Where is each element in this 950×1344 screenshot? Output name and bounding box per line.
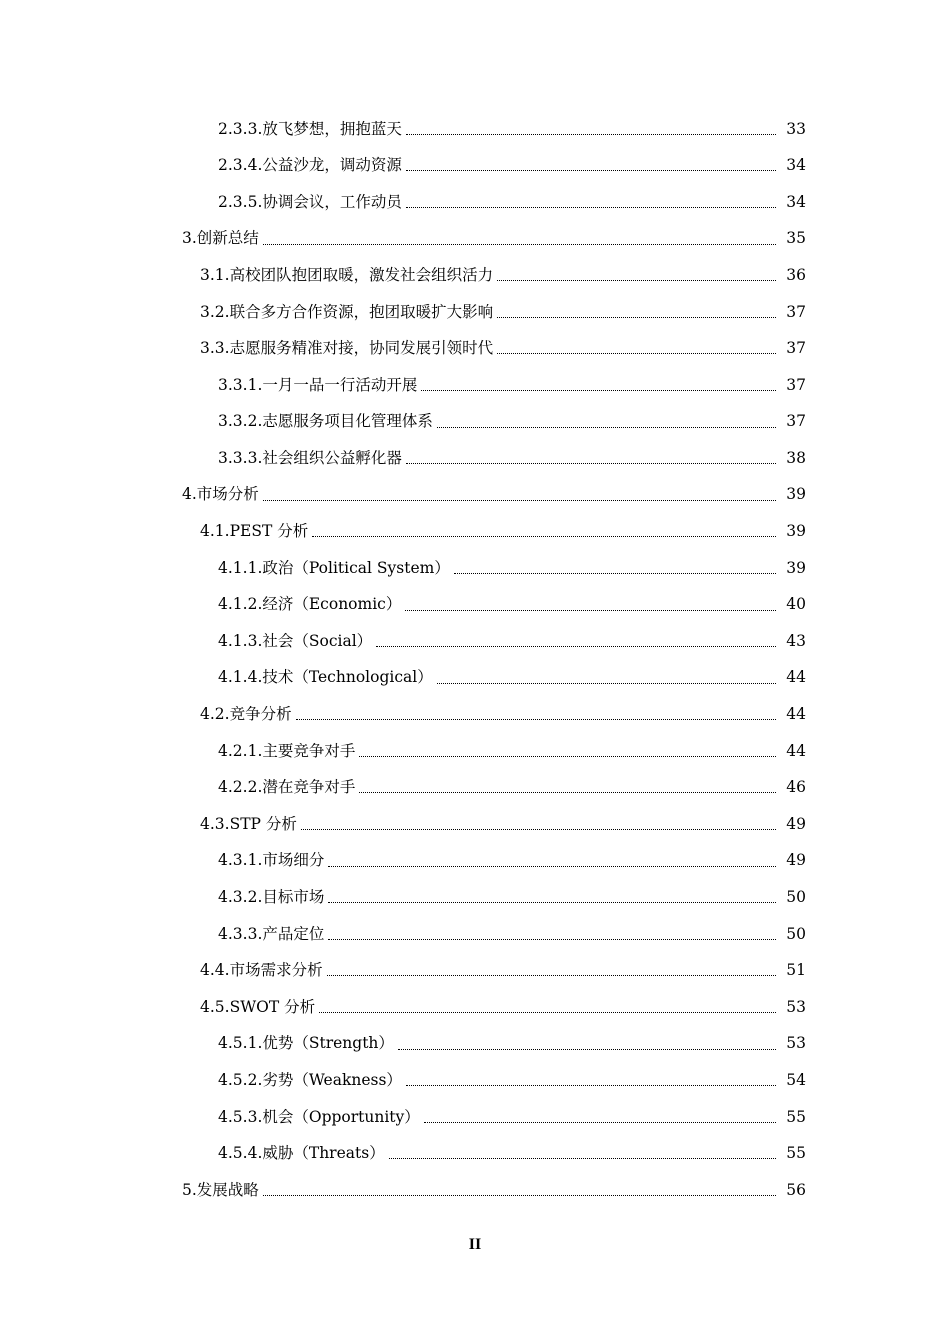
toc-entry-page: 54: [786, 1070, 806, 1089]
toc-entry[interactable]: [0, 111, 950, 148]
toc-entry[interactable]: [0, 806, 950, 843]
toc-dot-leader: [406, 156, 776, 171]
toc-entry-page: 53: [786, 997, 806, 1016]
toc-dot-leader: [497, 339, 776, 354]
toc-entry-page: 39: [786, 558, 806, 577]
toc-entry-page: 44: [786, 668, 806, 687]
toc-entry-page: 37: [786, 375, 806, 394]
toc-dot-leader: [398, 1035, 776, 1050]
toc-dot-leader: [359, 742, 776, 757]
toc-entry-title: 3.3.3.社会组织公益孵化器: [218, 451, 406, 467]
toc-entry-page: 49: [786, 851, 806, 870]
toc-entry-title: 4.1.2.经济（Economic）: [218, 597, 405, 613]
toc-dot-leader: [376, 632, 776, 647]
toc-entry[interactable]: [0, 879, 950, 916]
toc-entry[interactable]: [0, 550, 950, 587]
toc-dot-leader: [406, 1071, 776, 1086]
toc-entry-page: 37: [786, 339, 806, 358]
toc-entry-title: 3.3.志愿服务精准对接，协同发展引领时代: [200, 341, 497, 357]
toc-entry[interactable]: [0, 514, 950, 551]
toc-entry-title: 2.3.5.协调会议，工作动员: [218, 195, 406, 211]
toc-entry[interactable]: [0, 257, 950, 294]
toc-dot-leader: [328, 925, 776, 940]
toc-entry-title: 4.4.市场需求分析: [200, 963, 327, 979]
toc-dot-leader: [263, 486, 776, 501]
toc-dot-leader: [296, 705, 776, 720]
toc-entry-page: 53: [786, 1034, 806, 1053]
toc-dot-leader: [312, 522, 776, 537]
toc-dot-leader: [454, 559, 776, 574]
table-of-contents: [0, 111, 950, 1209]
toc-entry-page: 56: [786, 1180, 806, 1199]
toc-entry-title: 4.3.1.市场细分: [218, 853, 328, 869]
toc-entry-page: 39: [786, 485, 806, 504]
toc-entry-title: 4.5.1.优势（Strength）: [218, 1036, 398, 1052]
toc-dot-leader: [497, 303, 776, 318]
page-number: II: [468, 1236, 482, 1253]
toc-entry-title: 4.2.2.潜在竞争对手: [218, 780, 359, 796]
toc-entry-title: 4.5.2.劣势（Weakness）: [218, 1073, 406, 1089]
toc-entry-title: 4.3.STP 分析: [200, 817, 301, 833]
toc-entry[interactable]: [0, 294, 950, 331]
toc-entry-page: 50: [786, 888, 806, 907]
toc-entry[interactable]: [0, 1026, 950, 1063]
toc-entry-page: 50: [786, 924, 806, 943]
toc-entry-title: 4.3.3.产品定位: [218, 927, 328, 943]
toc-dot-leader: [263, 230, 776, 245]
toc-entry-title: 4.3.2.目标市场: [218, 890, 328, 906]
toc-entry[interactable]: [0, 989, 950, 1026]
toc-entry-page: 34: [786, 192, 806, 211]
toc-entry-page: 44: [786, 705, 806, 724]
toc-dot-leader: [328, 888, 776, 903]
toc-dot-leader: [437, 413, 776, 428]
toc-entry[interactable]: [0, 953, 950, 990]
toc-entry-title: 5.发展战略: [182, 1183, 263, 1199]
toc-entry-title: 3.创新总结: [182, 231, 263, 247]
toc-entry-title: 4.1.PEST 分析: [200, 524, 312, 540]
toc-entry-title: 3.1.高校团队抱团取暖，激发社会组织活力: [200, 268, 497, 284]
toc-entry-page: 46: [786, 778, 806, 797]
toc-entry[interactable]: [0, 221, 950, 258]
toc-entry[interactable]: [0, 367, 950, 404]
toc-dot-leader: [327, 961, 776, 976]
toc-entry-page: 34: [786, 156, 806, 175]
toc-entry[interactable]: [0, 331, 950, 368]
toc-entry[interactable]: [0, 770, 950, 807]
toc-dot-leader: [406, 193, 776, 208]
toc-entry[interactable]: [0, 1172, 950, 1209]
toc-entry[interactable]: [0, 1062, 950, 1099]
toc-dot-leader: [406, 120, 776, 135]
toc-entry-page: 37: [786, 302, 806, 321]
toc-dot-leader: [497, 266, 776, 281]
toc-entry-title: 4.1.3.社会（Social）: [218, 634, 376, 650]
toc-entry[interactable]: [0, 916, 950, 953]
toc-entry-title: 4.2.1.主要竞争对手: [218, 744, 359, 760]
toc-entry-page: 55: [786, 1107, 806, 1126]
toc-entry[interactable]: [0, 587, 950, 624]
toc-dot-leader: [263, 1181, 776, 1196]
toc-entry-title: 4.2.竞争分析: [200, 707, 296, 723]
toc-entry-page: 49: [786, 814, 806, 833]
toc-dot-leader: [301, 815, 776, 830]
toc-entry-page: 38: [786, 448, 806, 467]
toc-dot-leader: [406, 449, 776, 464]
toc-entry-page: 43: [786, 631, 806, 650]
toc-entry-page: 55: [786, 1144, 806, 1163]
toc-entry-page: 44: [786, 741, 806, 760]
toc-dot-leader: [424, 1108, 776, 1123]
toc-dot-leader: [405, 596, 776, 611]
toc-entry[interactable]: [0, 1099, 950, 1136]
toc-entry-page: 33: [786, 119, 806, 138]
toc-entry-page: 35: [786, 229, 806, 248]
toc-entry[interactable]: [0, 733, 950, 770]
toc-dot-leader: [359, 778, 776, 793]
toc-dot-leader: [421, 376, 776, 391]
toc-entry[interactable]: [0, 404, 950, 441]
toc-dot-leader: [328, 852, 776, 867]
toc-entry[interactable]: [0, 660, 950, 697]
toc-entry-title: 4.5.4.威胁（Threats）: [218, 1146, 389, 1162]
toc-entry-page: 37: [786, 412, 806, 431]
toc-entry-title: 2.3.4.公益沙龙，调动资源: [218, 158, 406, 174]
toc-entry-page: 39: [786, 522, 806, 541]
toc-entry[interactable]: [0, 843, 950, 880]
toc-entry[interactable]: [0, 623, 950, 660]
toc-dot-leader: [319, 998, 776, 1013]
toc-entry-page: 51: [786, 961, 806, 980]
toc-entry[interactable]: [0, 697, 950, 734]
toc-entry-title: 3.3.1.一月一品一行活动开展: [218, 378, 421, 394]
toc-entry-title: 3.2.联合多方合作资源，抱团取暖扩大影响: [200, 305, 497, 321]
toc-entry[interactable]: [0, 477, 950, 514]
toc-entry-title: 4.5.3.机会（Opportunity）: [218, 1110, 424, 1126]
toc-entry-page: 40: [786, 595, 806, 614]
toc-entry-title: 4.1.1.政治（Political System）: [218, 561, 454, 577]
toc-entry[interactable]: [0, 184, 950, 221]
toc-entry-title: 3.3.2.志愿服务项目化管理体系: [218, 414, 437, 430]
toc-entry-page: 36: [786, 265, 806, 284]
toc-entry-title: 4.市场分析: [182, 487, 263, 503]
toc-dot-leader: [437, 669, 776, 684]
toc-dot-leader: [389, 1144, 776, 1159]
toc-entry-title: 4.1.4.技术（Technological）: [218, 670, 437, 686]
toc-entry-title: 2.3.3.放飞梦想，拥抱蓝天: [218, 122, 406, 138]
toc-entry[interactable]: [0, 148, 950, 185]
toc-entry[interactable]: [0, 1136, 950, 1173]
toc-entry-title: 4.5.SWOT 分析: [200, 1000, 319, 1016]
toc-entry[interactable]: [0, 440, 950, 477]
